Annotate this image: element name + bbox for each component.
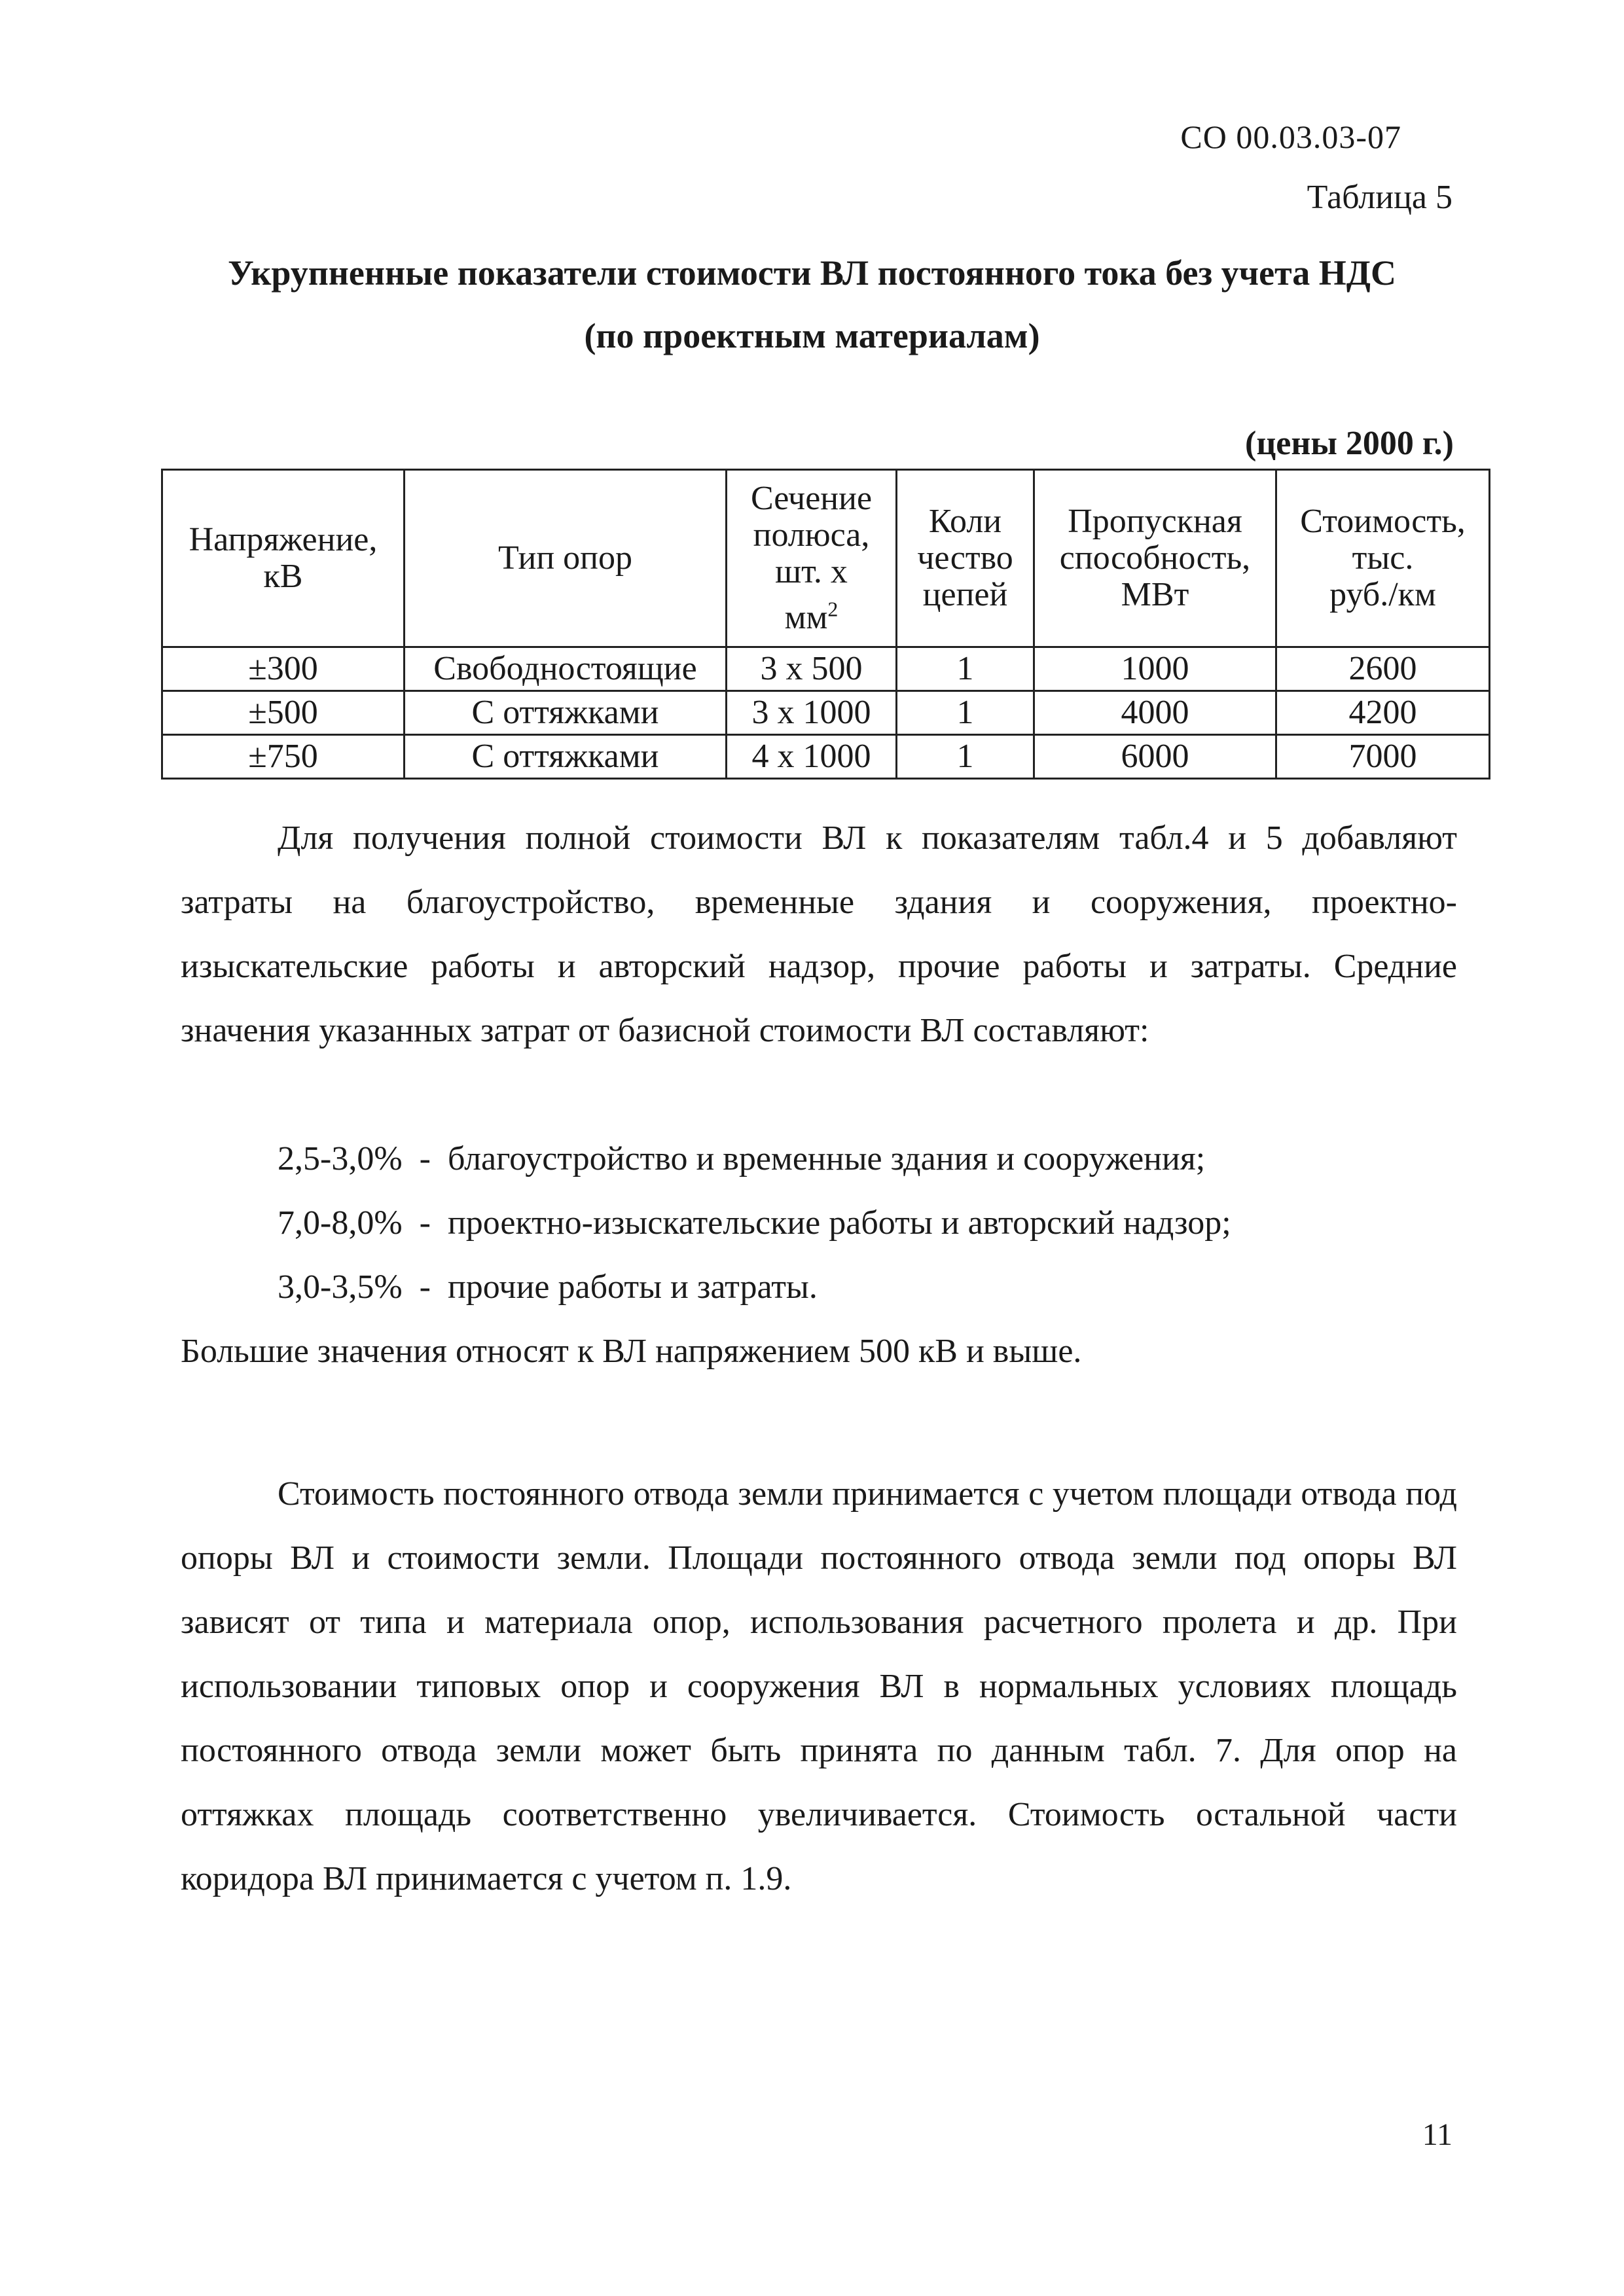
note-line: Большие значения относят к ВЛ напряжением 500 кВ и выше. xyxy=(181,1333,1082,1370)
paragraph-additional-costs: Для получения полной стоимости ВЛ к показателям табл.4 и 5 добавляют затраты на благоустройство, временные здания и сооружения, проектно-изыскательские работы и авторский надзор, прочие работы и затраты. Средние значения указанных затрат от базисной стоимости ВЛ составляют: xyxy=(181,819,1457,1049)
document-code: СО 00.03.03-07 xyxy=(1180,118,1401,155)
cell-voltage: ±500 xyxy=(162,691,405,735)
table-row xyxy=(162,647,1490,691)
header-voltage: Напряжение, кВ xyxy=(162,470,405,647)
list-item: 3,0-3,5% - прочие работы и затраты. xyxy=(278,1268,818,1306)
cell-circuit-count: 1 xyxy=(897,735,1034,779)
cell-capacity: 6000 xyxy=(1034,735,1276,779)
page-number: 11 xyxy=(1422,2117,1453,2152)
cell-cost: 4200 xyxy=(1276,691,1490,735)
cell-section: 3 х 1000 xyxy=(727,691,897,735)
table-subtitle: (по проектным материалам) xyxy=(584,316,1040,355)
cell-support-type: Свободностоящие xyxy=(405,647,727,691)
cell-section: 3 х 500 xyxy=(727,647,897,691)
table-row xyxy=(162,735,1490,779)
cell-support-type: С оттяжками xyxy=(405,691,727,735)
cell-cost: 2600 xyxy=(1276,647,1490,691)
header-support-type: Тип опор xyxy=(405,470,727,647)
prices-note: (цены 2000 г.) xyxy=(1245,425,1454,462)
cell-circuit-count: 1 xyxy=(897,691,1034,735)
header-cost: Стоимость, тыс. руб./км xyxy=(1276,470,1490,647)
header-capacity: Пропускная способность, МВт xyxy=(1034,470,1276,647)
table-row xyxy=(162,691,1490,735)
cell-support-type: С оттяжками xyxy=(405,735,727,779)
table-number: Таблица 5 xyxy=(1307,179,1453,216)
cell-voltage: ±300 xyxy=(162,647,405,691)
cell-capacity: 4000 xyxy=(1034,691,1276,735)
cell-section: 4 х 1000 xyxy=(727,735,897,779)
header-circuit-count: Коли чество цепей xyxy=(897,470,1034,647)
table-header-row xyxy=(162,470,1490,647)
header-section: Сечение полюса, шт. х $мм^2$ xyxy=(727,470,897,647)
cell-circuit-count: 1 xyxy=(897,647,1034,691)
list-item: 2,5-3,0% - благоустройство и временные здания и сооружения; xyxy=(278,1140,1206,1177)
cell-capacity: 1000 xyxy=(1034,647,1276,691)
cell-cost: 7000 xyxy=(1276,735,1490,779)
cost-table xyxy=(161,469,1490,780)
paragraph-land-allotment: Стоимость постоянного отвода земли принимается с учетом площади отвода под опоры ВЛ и стоимости земли. Площади постоянного отвода земли под опоры ВЛ зависят от типа и материала опор, использования расчетного пролета и др. При использовании типовых опор и сооружения ВЛ в нормальных условиях площадь постоянного отвода земли может быть принята по данным табл. 7. Для опор на оттяжках площадь соответственно увеличивается. Стоимость остальной части коридора ВЛ принимается с учетом п. 1.9. xyxy=(181,1475,1457,1897)
cell-voltage: ±750 xyxy=(162,735,405,779)
table-title: Укрупненные показатели стоимости ВЛ постоянного тока без учета НДС xyxy=(228,253,1396,293)
list-item: 7,0-8,0% - проектно-изыскательские работы и авторский надзор; xyxy=(278,1204,1231,1242)
